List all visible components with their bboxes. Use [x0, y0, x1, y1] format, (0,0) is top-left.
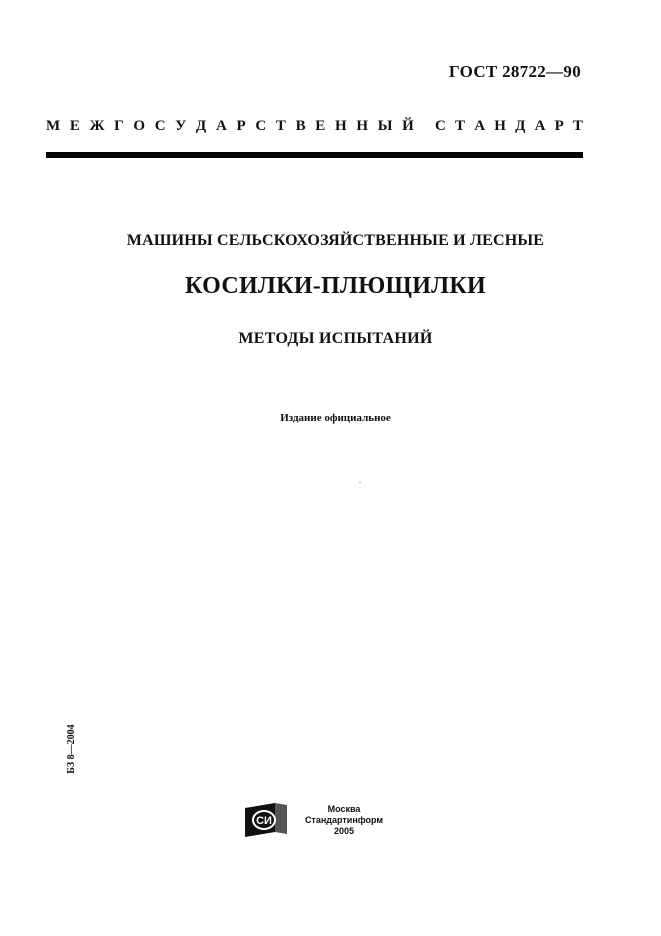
publisher-imprint	[296, 804, 392, 837]
interstate-word	[46, 118, 414, 135]
spread-letter: М	[46, 118, 61, 134]
spread-letter: С	[154, 118, 166, 134]
spread-letter: Е	[315, 118, 326, 134]
standard-word	[435, 118, 583, 135]
interstate-standard-heading	[46, 118, 583, 135]
spread-letter: Н	[356, 118, 368, 134]
publisher-name: Стандартинформ	[304, 815, 384, 825]
spread-letter: А	[534, 118, 546, 134]
spread-letter: О	[133, 118, 145, 134]
logo-letters: СИ	[256, 815, 272, 827]
spread-letter: Г	[114, 118, 124, 134]
spread-letter: Н	[494, 118, 506, 134]
spread-letter: Т	[572, 118, 583, 134]
spread-letter: Т	[275, 118, 286, 134]
title-main: КОСИЛКИ-ПЛЮЩИЛКИ	[184, 273, 487, 299]
spread-letter: А	[215, 118, 227, 134]
spread-letter: Е	[69, 118, 80, 134]
title-subtitle: МЕТОДЫ ИСПЫТАНИЙ	[238, 330, 433, 347]
spread-letter: Д	[515, 118, 526, 134]
document-code: ГОСТ 28722—90	[448, 62, 581, 81]
standartinform-logo-icon	[245, 803, 287, 837]
spread-letter: Р	[554, 118, 564, 134]
spread-letter: Ж	[89, 118, 105, 134]
spread-letter: С	[255, 118, 267, 134]
spread-letter: Н	[334, 118, 347, 134]
title-category: МАШИНЫ СЕЛЬСКОХОЗЯЙСТВЕННЫЕ И ЛЕСНЫЕ	[126, 232, 545, 249]
side-registration-code: БЗ 8—2004	[66, 724, 77, 774]
spread-letter: А	[474, 118, 486, 134]
spread-letter: В	[295, 118, 306, 134]
spread-letter: У	[175, 118, 187, 134]
spread-letter: Т	[455, 118, 466, 134]
spread-letter: С	[435, 118, 446, 134]
publisher-year: 2005	[333, 826, 355, 836]
spread-letter: Й	[402, 118, 414, 134]
scan-speck	[359, 482, 361, 483]
edition-note: Издание официальное	[280, 412, 391, 424]
header-rule	[46, 152, 583, 158]
spread-letter: Р	[236, 118, 246, 134]
spread-letter: Д	[195, 118, 207, 134]
spread-letter: Ы	[377, 118, 393, 134]
publisher-city: Москва	[327, 804, 361, 814]
